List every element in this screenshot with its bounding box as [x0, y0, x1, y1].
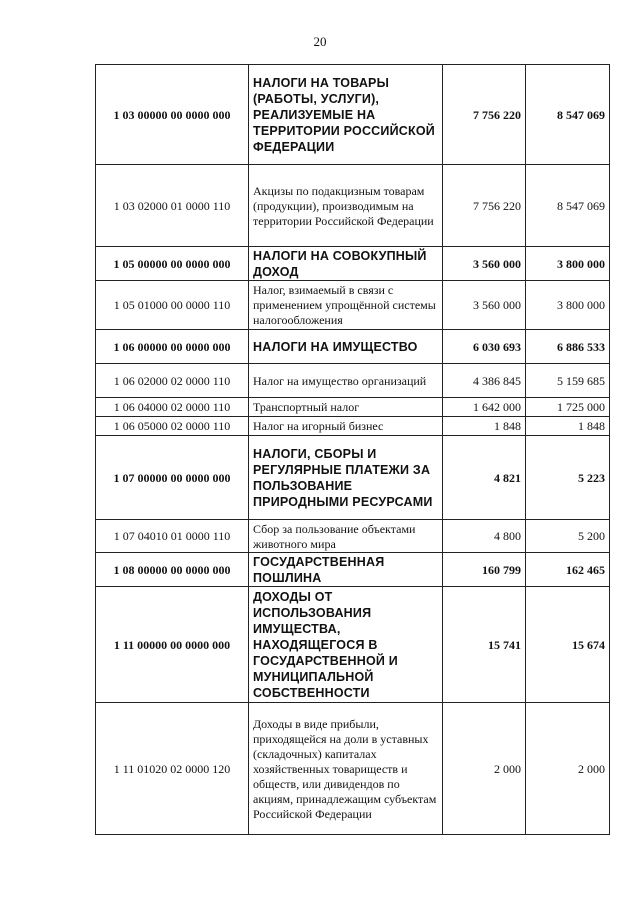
page-number: 20	[313, 34, 327, 49]
table-row	[96, 436, 610, 520]
value-year-1-cell: 6 030 693	[443, 330, 526, 364]
budget-code-cell: 1 06 00000 00 0000 000	[96, 330, 249, 364]
budget-code-cell: 1 07 04010 01 0000 110	[96, 520, 249, 553]
revenue-name-cell: ДОХОДЫ ОТ ИСПОЛЬЗОВАНИЯ ИМУЩЕСТВА, НАХОДЯЩЕГОСЯ В ГОСУДАРСТВЕННОЙ И МУНИЦИПАЛЬНОЙ СОБСТВЕННОСТИ	[249, 587, 443, 703]
table-row	[96, 247, 610, 281]
budget-code-cell: 1 05 01000 00 0000 110	[96, 281, 249, 330]
value-year-2-cell: 162 465	[526, 553, 610, 587]
value-year-1-cell: 4 386 845	[443, 364, 526, 398]
budget-code-cell: 1 05 00000 00 0000 000	[96, 247, 249, 281]
value-year-2-cell: 8 547 069	[526, 165, 610, 247]
table-row	[96, 65, 610, 165]
table-row	[96, 364, 610, 398]
budget-code-cell: 1 06 02000 02 0000 110	[96, 364, 249, 398]
revenue-name-cell: НАЛОГИ НА ТОВАРЫ (РАБОТЫ, УСЛУГИ), РЕАЛИЗУЕМЫЕ НА ТЕРРИТОРИИ РОССИЙСКОЙ ФЕДЕРАЦИИ	[249, 65, 443, 165]
value-year-1-cell: 3 560 000	[443, 281, 526, 330]
value-year-2-cell: 3 800 000	[526, 247, 610, 281]
budget-code-cell: 1 06 05000 02 0000 110	[96, 417, 249, 436]
revenue-table	[95, 64, 610, 835]
value-year-2-cell: 3 800 000	[526, 281, 610, 330]
value-year-2-cell: 1 848	[526, 417, 610, 436]
table-row	[96, 417, 610, 436]
value-year-1-cell: 2 000	[443, 703, 526, 835]
budget-code-cell: 1 06 04000 02 0000 110	[96, 398, 249, 417]
value-year-1-cell: 1 848	[443, 417, 526, 436]
value-year-1-cell: 7 756 220	[443, 65, 526, 165]
budget-code-cell: 1 03 02000 01 0000 110	[96, 165, 249, 247]
budget-code-cell: 1 08 00000 00 0000 000	[96, 553, 249, 587]
value-year-2-cell: 5 223	[526, 436, 610, 520]
value-year-2-cell: 5 200	[526, 520, 610, 553]
value-year-1-cell: 4 821	[443, 436, 526, 520]
value-year-2-cell: 1 725 000	[526, 398, 610, 417]
revenue-name-cell: Налог на игорный бизнес	[249, 417, 443, 436]
value-year-1-cell: 1 642 000	[443, 398, 526, 417]
table-row	[96, 398, 610, 417]
revenue-name-cell: НАЛОГИ, СБОРЫ И РЕГУЛЯРНЫЕ ПЛАТЕЖИ ЗА ПОЛЬЗОВАНИЕ ПРИРОДНЫМИ РЕСУРСАМИ	[249, 436, 443, 520]
revenue-name-cell: Налог, взимаемый в связи с применением упрощённой системы налогообложения	[249, 281, 443, 330]
table-row	[96, 587, 610, 703]
revenue-name-cell: Сбор за пользование объектами животного мира	[249, 520, 443, 553]
value-year-1-cell: 3 560 000	[443, 247, 526, 281]
table-row	[96, 330, 610, 364]
revenue-name-cell: НАЛОГИ НА ИМУЩЕСТВО	[249, 330, 443, 364]
value-year-1-cell: 7 756 220	[443, 165, 526, 247]
value-year-1-cell: 160 799	[443, 553, 526, 587]
revenue-name-cell: НАЛОГИ НА СОВОКУПНЫЙ ДОХОД	[249, 247, 443, 281]
value-year-1-cell: 4 800	[443, 520, 526, 553]
value-year-2-cell: 15 674	[526, 587, 610, 703]
budget-code-cell: 1 11 01020 02 0000 120	[96, 703, 249, 835]
value-year-2-cell: 8 547 069	[526, 65, 610, 165]
value-year-1-cell: 15 741	[443, 587, 526, 703]
table-row	[96, 281, 610, 330]
table-row	[96, 165, 610, 247]
revenue-name-cell: Акцизы по подакцизным товарам (продукции), производимым на территории Российской Федерации	[249, 165, 443, 247]
revenue-name-cell: Доходы в виде прибыли, приходящейся на доли в уставных (складочных) капиталах хозяйственных товариществ и обществ, или дивидендов по акциям, принадлежащим субъектам Российской Федерации	[249, 703, 443, 835]
budget-code-cell: 1 11 00000 00 0000 000	[96, 587, 249, 703]
table-row	[96, 520, 610, 553]
value-year-2-cell: 6 886 533	[526, 330, 610, 364]
budget-code-cell: 1 03 00000 00 0000 000	[96, 65, 249, 165]
table-row	[96, 703, 610, 835]
revenue-name-cell: ГОСУДАРСТВЕННАЯ ПОШЛИНА	[249, 553, 443, 587]
budget-code-cell: 1 07 00000 00 0000 000	[96, 436, 249, 520]
revenue-name-cell: Налог на имущество организаций	[249, 364, 443, 398]
value-year-2-cell: 2 000	[526, 703, 610, 835]
table-row	[96, 553, 610, 587]
value-year-2-cell: 5 159 685	[526, 364, 610, 398]
revenue-name-cell: Транспортный налог	[249, 398, 443, 417]
